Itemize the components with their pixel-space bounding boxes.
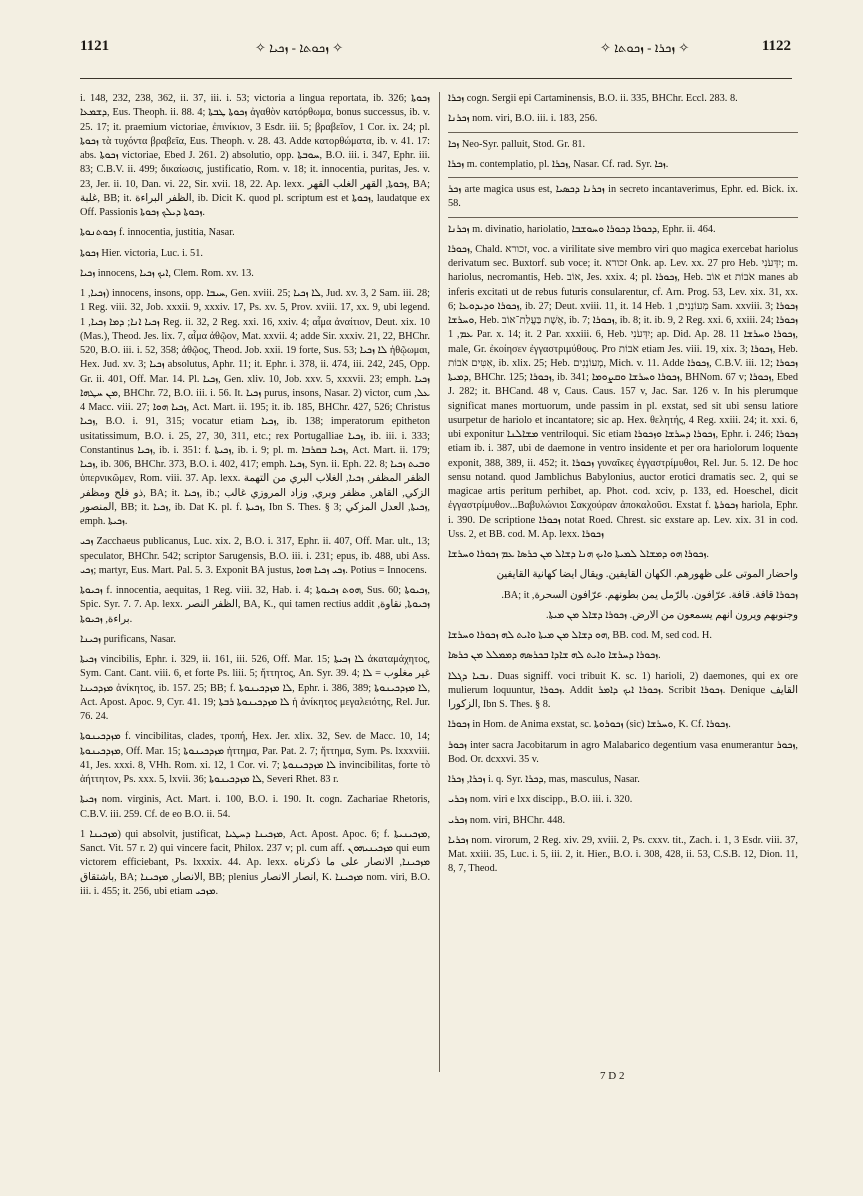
dictionary-entry (448, 568, 798, 582)
dictionary-entry (448, 223, 798, 237)
entry-text: ܙܟܝܬܐ nom. virginis, Act. Mart. i. 100, B.O. i. 190. It. cogn. Zachariae Rhetoris, C.B.V. iii. 259. Cf. de eo B.O. ii. 54. (80, 794, 430, 820)
left-column (80, 92, 430, 1072)
entry-text: ܙܟܪܐ, ܙܟܪܐ i. q. Syr. ܕܟܪܐ, mas, masculus, Nasar. (448, 774, 640, 785)
dictionary-entry (80, 793, 430, 822)
entry-text: ܡܙܕܟܝܢܘܬܐ f. vincibilitas, clades, τροπή, Hex. Jer. xlix. 32, Sev. de Macc. 10, 14; ܡܙܕܟܝܢܘܬܐ, Off. Mar. 15; ܡܙܕܟܝܢܘܬܐ ἡττημα, Par. Pat. 2. 7; ἥττημα, Sym. Ps. lxxxviii. 41, Jes. xxxi. 8, VHh. Rom. xi. 12, 1 Cor. vi. 7; ܠܐ ܡܙܕܟܝܢܘܬܐ invincibilitas, forte τὸ ἀήττητον, Ps. xxx. 5, lxvii. 36; ܠܐ ܡܙܕܟܝܢܘܬܐ, Severi Rhet. 83 r. (80, 731, 430, 785)
dictionary-entry (80, 653, 430, 724)
entry-text: ܙܟܝܘܬܐ f. innocentia, aequitas, 1 Reg. viii. 32, Hab. i. 4; ܗܘܬ ܙܟܝܘܬܐ, Sus. 60; ܙܟܝܘܬܐ, Spic. Syr. 7. 7. Ap. lexx. الظفر النصر, BA, K., qui tamen rectius addit ܙܟܝܘܬܐ, نقاوة, براءة, ܙܟܝܘܬܐ. (80, 585, 430, 625)
dictionary-entry (448, 589, 798, 603)
entry-text: ܙܟܘܪܐ, Chald. זכורא, voc. a virilitate sive membro viri quo magica exercebat hariolus derivatum sec. Buxtorf. sub voce; it. זכורא Onk. ap. Lev. xx. 27 pro Heb. יִדְּעֹנִי; m. hariolus, necromantis, Heb. אוֹב, Jes. xxix. 4; pl. ܙܟܘܪܐ, Heb. אוֹב et אֹבוֹת manes ab inferis excitati ut de rebus futuris consularentur, cf. Arn. Prog. 53, Lev. xix. 31, xx. 6; ܙܟܘܪܐ ܘܕܝܕܘܥܐ, ib. 27; Deut. xviii. 11, it. 14 Heb. מְעוֹנְנִים, 1 Sam. xxviii. 3; ܙܟܘܪܐ ܘܚܪܫܐ, Heb. אֵשֶׁת בַּעֲלַת־אוֹב, ib. 7; ܙܟܘܪܐ, ib. 8; it. ib. 9, 2 Reg. xxi. 6, xxiii. 24; ܙܟܘܪܐ ܥܡ, 1 Par. x. 14; it. 2 Par. xxxiii. 6, Heb. יִדְּעֹנִי; ap. Did. Ap. 28. 11 ܙܟܘܪܐ ܘܚܪܫܐ, male, Gr. ἐκοίησεν ἐγγαστριμύθους. Pro אֹבוֹת etiam Jes. viii. 19, xix. 3; ܙܟܘܪܐ, Heb. אִטִּים אֹבוֹת, ib. xlix. 25; Heb. מְעוֹנְנִים, Mich. v. 11. Adde ܙܟܘܪܐ, C.B.V. iii. 12; ܙܟܘܪܐ ܕܡܝܬܐ, BHChr. 125; ܙܟܘܪܐ, ib. 341; ܙܟܘܪܐ ܘܚܪܫܐ ܘܩܨܘܡܐ, BHNom. 67 v; ܙܟܘܪܐ, Ebed J. 282; it. BHCand. 48 v, Caus. Caus. 157 v, Jac. Sar. 126 v. In his plerumque significat manes mortuorum, unde passim in pl. exstat, sed sit ubi sensu latiore usurpetur de hariolo et incantatore; sic ap. Hex. θελητής, 4 Reg. xxiii. 24; it. xxi. 6, ubi exponitur ܡܫܐܠܢܐ ventriloqui. Sic etiam ܙܟܘܪܐ ܕܚܪܫܐ ܘܙܟܘܪܐ, Ephr. i. 246; ܙܟܘܪܐ etiam ib. i. 387, ubi de daemone in ventro insidente et per ora hariolorum loquente exponit, 388, 389, ii. 452; it. ܙܟܘܪܐ γυναῖκες ἐγγαστρίμυθοι, Rel. Jur. 5. 12. De hoc sensu notand. quod Jamblichus Babylonius, auctor erotici dramatis sec. 2, qui se magicae artis peritum perhibet, ap. Phot. cod. xciv, p. 133, ed. Hoeschel, dicit ἐγγαστρίμυθον...Βαβυλώνιοι Σακχούραν ἀποκαλοῦσι. Exstat f. ܙܟܘܪܬܐ hariola, Ephr. i. 390. De scriptione ܙܟܘܪܐ notat Roed. Chrest. sic exstare ap. Lev. xix. 31 in cod. Uss. 2, et BB. cod. M. Ap. lexx. ܙܟܘܪܐ (448, 243, 798, 540)
dictionary-entry (80, 633, 430, 647)
right-page-number: 1122 (761, 38, 791, 54)
entry-text: ܙܟܪܐ m. contemplatio, pl. ܙܟܪܐ, Nasar. Cf. rad. Syr. ܙܟܐ. (448, 158, 669, 170)
right-column (448, 92, 798, 1072)
column-divider (439, 92, 440, 1072)
dictionary-entry (448, 718, 798, 732)
entry-text: ܙܟܘܪܐ in Hom. de Anima exstat, sc. ܙܟܘܪܘܬܐ (sic) ܘܚܪܫܐ, K. Cf. ܙܟܘܪܐ. (448, 719, 731, 731)
dictionary-entry (448, 773, 798, 787)
dictionary-entry (448, 814, 798, 828)
dictionary-entry (80, 92, 430, 220)
entry-text: ܙܟܘܪ inter sacra Jacobitarum in agro Malabarico degentium vasa enumerantur ܙܟܘܪ, Bod. Or. dcxxvi. 35 v. (448, 739, 798, 765)
left-page-number: 1121 (80, 38, 110, 54)
dictionary-entry (80, 828, 430, 899)
entry-text: ܙܟܝܐ innocens, ܐܝܟ ܙܟܝܐ, Clem. Rom. xv. 13. (80, 267, 254, 279)
entry-text: ܙܟܘܪܐ قافة. قافة. عرّافون. بالرّمل يمن بطونهم. عرّافون السحرة, BA; it. (501, 589, 798, 601)
dictionary-entry (80, 247, 430, 261)
entry-text: ܙܟܪܝ nom. viri, BHChr. 448. (448, 814, 566, 826)
entry-text: ܙܟܘܬܢܘܬܐ f. innocentia, justitia, Nasar. (80, 227, 235, 239)
entry-text: ܡܙܟܝܢܐ 1) qui absolvit, justificat, ܡܙܟܝܢܐ ܕܚܛܝܐ, Act. Apost. Apoc. 6; f. ܡܙܟܝܢܝܬܐ, Sanct. Vit. 57 r. 2) qui vincere facit, Philox. 237 v; pl. cum aff. ܡܙܟܝܢܝܗܘܢ qui eum victorem efficiebant, Ps. lxxxix. 44. Ap. lexx. ܡܙܟܝܢܐ, الانصار على ما ذكرناه باشتقاق, BA; الانصار, ܡܙܟܝܢܐ, BB; plenius انصار الانصار, K. ܡܙܟܝܢܐ nom. viri, B.O. iii. i. 455; it. 256, ubi etiam ܡܙܟܝ. (80, 828, 430, 897)
dictionary-entry (448, 739, 798, 768)
dictionary-entry (448, 670, 798, 713)
dictionary-entry (448, 243, 798, 542)
dictionary-entry (80, 730, 430, 787)
dictionary-entry (448, 609, 798, 623)
entry-text: وجنوبهم ويرون انهم يسمعون من الارض. ܙܟܘܪܐ ܕܫܐܠ ܡܢ ܡܝܬܐ. (546, 609, 798, 621)
entry-text: ܢܒܝܐ ܕܓܠܐ. Duas signiff. voci tribuit K. sc. 1) harioli, 2) daemones, qui ex ore mulierum loquuntur, ܙܟܘܪܐ. Addit ܙܟܘܪܐ ܐܝܟ ܕܐܡܪ. Scribit ܙܟܘܪܐ. Denique القايف الزكورا, Ibn S. Thes. § 8. (448, 670, 798, 710)
dictionary-entry (448, 112, 798, 132)
dictionary-entry (448, 92, 798, 106)
right-running-head: ✧ ܙܟܪܐ - ܙܟܘܬܐ ✧ (600, 40, 690, 55)
entry-text: ܙܟܝ Zacchaeus publicanus, Luc. xix. 2, B.O. i. 317, Ephr. ii. 407, Off. Mar. ult., 13; speculator, BHChr. 542; scriptor Sarugensis, B.O. iii. i. 231; epus, ib. 488, ubi Ass. ܙܟܝ; martyr, Eus. Mart. Pal. 5. 3. Exponit BA justus, ܙܟܝ ܙܟܝܐ ܗܘܐ. Potius = Innocens. (80, 536, 430, 576)
entry-text: ܙܟܐ Neo-Syr. palluit, Stod. Gr. 81. (448, 138, 586, 150)
entry-text: ܙܟܘܪܐ ܗܘ ܕܡܫܐܠ ܠܡܝܬܐ ܘܐܝܟ ܗܢܐ ܕܫܐܠ ܡܢ ܟܪܣܐ ܥܡ ܙܟܘܪܐ ܘܚܪܫܐ. (448, 549, 709, 560)
entry-text: ܙܟܝܢܐ purificans, Nasar. (80, 633, 176, 645)
entry-text: ܙܟܝܐ, 1) innocens, insons, opp. ܚܝܒܐ, Gen. xviii. 25; ܠܐ ܙܟܝܐ, Jud. xv. 3, 2 Sam. iii. 28; 1 Reg. viii. 32, Job. xxxii. 9, xxxiv. 17, Ps. xv. 5, Prov. xviii. 17, xx. 9, ubi legend. ܙܟܝܐ ܐܢܐ; ܕܡܐ ܙܟܝܐ, 1 Reg. ii. 32, 2 Reg. xxi. 16, xxiv. 4; αἷμα ἀναίτιον, Deut. xix. 10 (Mas.), Theod. Jes. lix. 7, αἷμα ἀθῷον, Mat. xxvii. 4; adde Sir. xxxiv. 21, 22, BHChr. 520, B.O. iii. i. 52, 358; ἀθῷος, Theod. Job. xxii. 19 forte, Sus. 53; ܠܐ ܙܟܝܐ ἠθῷωμαι, Hex. Jud. xv. 3; ܙܟܝܐ absolutus, Aphr. 11; it. Ephr. i. 378, ii. 474, iii. 242, 245, Opp. Gr. ii. 401, Off. Mar. 14. Pl. ܙܟܝܐ, Gen. xliv. 10, Job. xxv. 5, xxxvii. 23; emph. ܙܟܝܐ ܡܢ ܚܛܗܐ, BHChr. 72, B.O. iii. i. 56. It. ܙܟܝܐ purus, insons, Nasar. 2) victor, cum ܥܠ, 4 Macc. viii. 27; ܙܟܝܐ ܗܘܐ, Act. Mart. ii. 195; it. ib. 185, BHChr. 427, 526; Christus ܙܟܝܐ, B.O. i. 91, 315; vocatur etiam ܙܟܝܐ, ib. 138; imperatorum epitheton usitatissimum, B.O. i. 25, 27, 30, 311, etc.; rex Portugalliae ܙܟܝܐ, ib. iii. i. 333; Constantinus ܙܟܝܐ, ib. i. 351: f. ܙܟܝܬܐ, ib. i. 9; pl. m. ܙܟܝܐ ܒܩܪܒܐ, Act. Mart. ii. 179; ܙܟܝܐ, ib. 306, BHChr. 373, B.O. i. 402, 417; emph. ܙܟܝܐ, Syn. ii. Eph. 22. 8; ܘܒܝܬ ܙܟܝܐ ὑπερνικῶμεν, Rom. viii. 37. Ap. lexx. الظفر المظفر, ܙܟܝܐ, الغلاب البري من التهمة ذو فلح ومظفر, BA; it. ܙܟܝܐ, ib.; الزكي, القاهر, مظفر وبري, وزاد المروزي غالب المنصور, BB; it. ܙܟܝܐ, ib. Dat K. pl. f. ܙܟܝܬܐ, Ibn S. Thes. § 3; ܙܟܝܬܐ, العدل المزكي, emph. ܙܟܝܬܐ. (80, 288, 430, 527)
dictionary-entry (80, 584, 430, 627)
dictionary-entry (448, 138, 798, 152)
dictionary-entry (448, 834, 798, 877)
entry-text: ܙܟܪܝܐ nom. virorum, 2 Reg. xiv. 29, xviii. 2, Ps. cxxv. tit., Zach. i. 1, 3 Esdr. viii. 37, Mat. xxiii. 35, Luc. i. 5, iii. 2, it. Hier., B.O. i. 308, 428, ii. 53, C.S.B. 12, Dion. 11, 8, 7, Theod. (448, 834, 798, 875)
entry-text: واحضار الموتى على ظهورهم. الكهان القايفين. ويقال ايضا كهانية القايفين (496, 569, 798, 581)
entry-text: ܗܘ ܕܫܐܠ ܡܢ ܡܝܬܐ ܘܐܝܬ ܠܗ ܙܟܘܪܐ ܘܚܪܫܐ, BB. cod. M, sed cod. H. (448, 630, 712, 641)
entry-text: ܙܟܪ arte magica usus est, ܙܟܪܢܐ ܕܟܣܝܐ in secreto incantaverimus, Ephr. ed. Bick. ix. 58. (448, 184, 798, 210)
page-header (80, 38, 791, 64)
dictionary-entry (80, 287, 430, 529)
dictionary-entry (448, 548, 798, 562)
dictionary-entry (448, 158, 798, 178)
dictionary-entry (448, 793, 798, 807)
entry-text: ܙܟܪܢܐ nom. viri, B.O. iii. i. 183, 256. (448, 113, 598, 125)
dictionary-entry (448, 649, 798, 663)
entry-text: i. 148, 232, 238, 362, ii. 37, iii. i. 53; victoria a lingua reportata, ib. 326; ܙܟܘܬܐ ܕܫܡܥܐ, Eus. Theoph. ii. 88. 4; ܙܟܘܬܐ ܛܒܬܐ ἀγαθὸν κατόρθωμα, bonus successus, ib. v. 25. 17; it. praemium victoriae, ἐπινίκιον, 3 Esdr. iii. 5; βραβεῖον, 1 Cor. ix. 24; pl. ܙܟܘܬܐ τὰ τυχόντα βραβεῖα, Eus. Theoph. v. 28. 43. Adde κατορθώματα, ib. v. 41. 17: abs. ܙܟܘܬܐ victoriae, Ebed J. 261. 2) absolutio, opp. ܚܘܒܬܐ, B.O. iii. i. 347, Ephr. iii. 83; C.B.V. ii. 499; δικαίωσις, justificatio, Rom. v. 18; it. innocentia, puritas, Jes. v. 23, Jer. ii. 10, Dan. vi. 22, Sir. xvii. 18, 22. Ap. lexx. ܙܟܘܬܐ, القهر الغلب القهر, BA; غلبة, BB; it. الظفر البراءة, ib. Dicit K. quod pl. scriptum est et ܙܟܘܬܐ, laudatque ex Off. Passionis ܙܟܘܬܐ ܕܝܠܟ ܙܟܘܬܐ. (80, 93, 430, 218)
dictionary-entry (448, 183, 798, 218)
entry-text: ܙܟܪܢܐ m. divinatio, hariolatio, ܕܟܘܪܐ ܕܟܘܪܐ ܘܚܘܫܒܐ, Ephr. ii. 464. (448, 223, 716, 235)
entry-text: ܙܟܘܬܐ Hier. victoria, Luc. i. 51. (80, 247, 203, 259)
dictionary-entry (80, 267, 430, 281)
entry-text: ܙܟܘܪܐ ܕܚܪܫܐ ܘܐܝܬ ܠܗ ܫܐܕܐ ܒܟܪܣܗ ܕܡܡܠܠ ܡܢ ܟܪܣܐ. (448, 650, 661, 662)
dictionary-entry (80, 226, 430, 240)
entry-text: ܙܟܝܬܐ vincibilis, Ephr. i. 329, ii. 161, iii. 526, Off. Mar. 15; ܠܐ ܙܟܝܬܐ ἀκαταμάχητος, Sym. Cant. Cant. viii. 6, et forte Ps. liii. 5; ἥττητος, An. Syr. 39. 4; غير مغلوب = ܠܐ ܡܙܕܟܝܢܐ ἀνίκητος, ib. 157. 25; BB; f. ܠܐ ܡܙܕܟܝܢܘܬܐ, Ephr. i. 386, 389; ܠܐ ܡܙܕܟܝܢܘܬܐ, Act. Apost. Apoc. 9, Cyr. 41. 19; ܠܐ ܡܙܕܟܝܢܘܬܐ ܪܒܬܐ ἡ ἀνίκητος μεγαλειότης, Rel. Jur. 76. 24. (80, 654, 430, 722)
header-rule (80, 78, 792, 79)
left-running-head: ✧ ܙܟܘܬܐ - ܙܟܝܐ ✧ (255, 40, 344, 55)
entry-text: ܙܟܪܝ nom. viri e lxx discipp., B.O. iii. i. 320. (448, 794, 633, 806)
dictionary-entry (448, 629, 798, 643)
signature-mark: 7 D 2 (600, 1070, 625, 1082)
dictionary-entry (80, 535, 430, 578)
entry-text: ܙܟܪܐ cogn. Sergii epi Cartaminensis, B.O. ii. 335, BHChr. Eccl. 283. 8. (448, 93, 738, 104)
